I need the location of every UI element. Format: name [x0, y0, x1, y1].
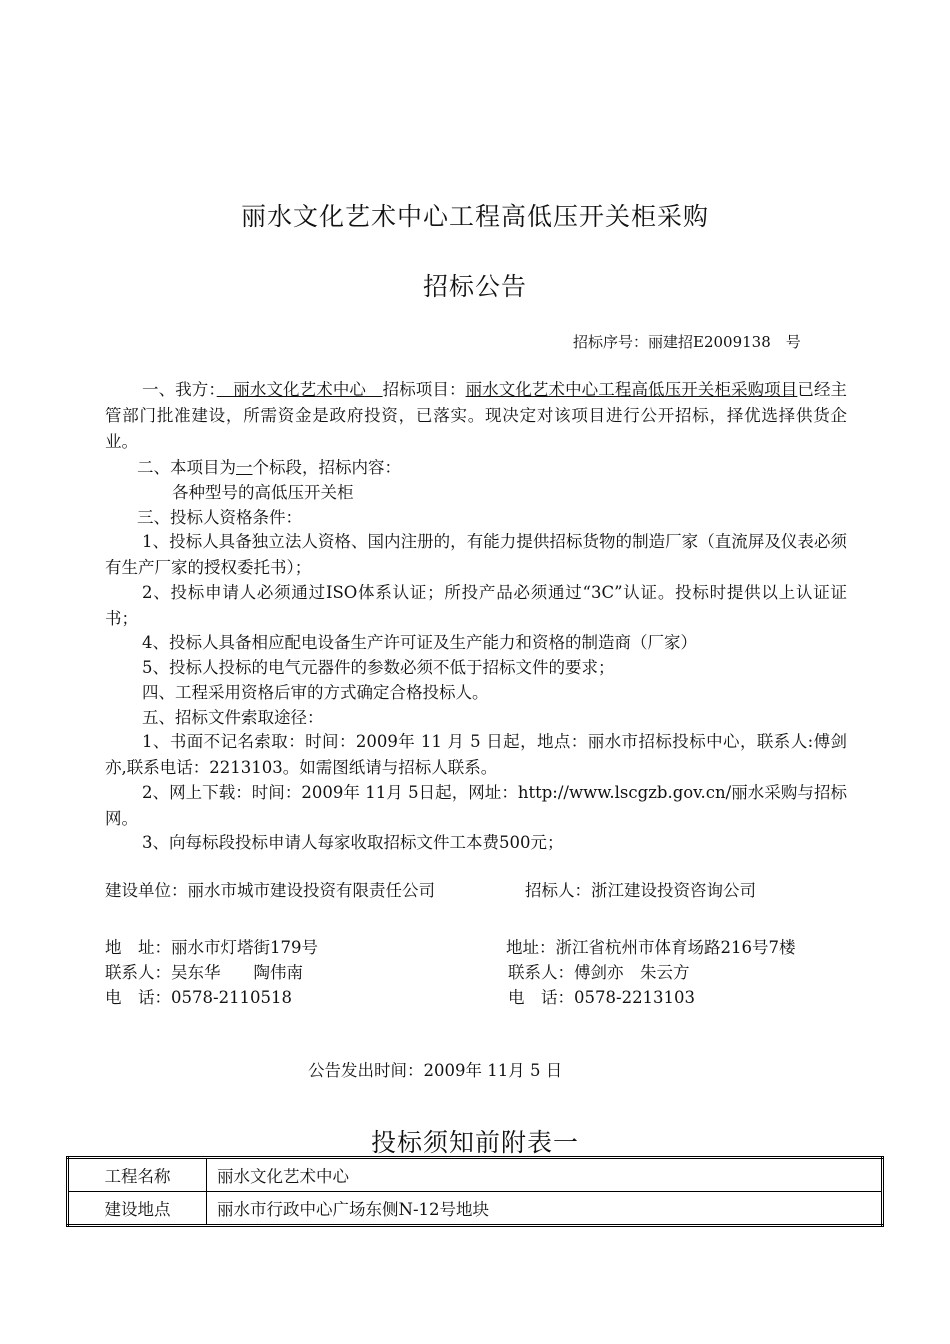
section-2-prefix: 二、本项目为 — [137, 458, 236, 477]
row-label: 建设地点 — [68, 1192, 207, 1226]
section-5-title: 五、招标文件索取途径： — [142, 708, 324, 727]
document-method-3: 3、向每标段投标申请人每家收取招标文件工本费500元； — [142, 833, 564, 852]
owner-name: 丽水文化艺术中心 — [216, 380, 383, 399]
section-4: 四、工程采用资格后审的方式确定合格投标人。 — [142, 683, 489, 702]
serial-number: 招标序号：丽建招E2009138 号 — [573, 333, 801, 351]
notice-subtitle: 招标公告 — [422, 272, 527, 301]
qualification-1: 1、投标人具备独立法人资格、国内注册的，有能力提供招标货物的制造厂家（直流屏及仪表必须有生产厂家的授权委托书）； — [105, 532, 847, 577]
tenderer-phone: 电 话：0578-2213103 — [508, 988, 696, 1007]
document-method-2: 2、网上下载：时间：2009年 11月 5日起，网址：http://www.lscgzb.gov.cn/丽水采购与招标网。 — [105, 783, 847, 828]
row-value: 丽水文化艺术中心 — [207, 1158, 883, 1192]
row-label: 工程名称 — [68, 1158, 207, 1192]
appendix-table — [66, 1156, 884, 1227]
lot-count: 一 — [236, 458, 253, 477]
tenderer-address: 地址：浙江省杭州市体育场路216号7楼 — [506, 938, 796, 957]
section-1-mid: 招标项目： — [382, 380, 466, 399]
qualification-4: 4、投标人具备相应配电设备生产许可证及生产能力和资格的制造商（厂家） — [142, 633, 697, 652]
qualification-5: 5、投标人投标的电气元器件的参数必须不低于招标文件的要求； — [142, 658, 615, 677]
appendix-title: 投标须知前附表一 — [370, 1128, 579, 1157]
publish-time: 公告发出时间：2009年 11月 5 日 — [308, 1061, 563, 1080]
section-2-suffix: 个标段，招标内容： — [252, 458, 401, 477]
section-2 — [137, 455, 401, 481]
tenderer: 招标人：浙江建设投资咨询公司 — [525, 881, 756, 900]
section-3-title: 三、投标人资格条件： — [137, 508, 302, 527]
tender-content: 各种型号的高低压开关柜 — [172, 483, 354, 502]
table-row — [68, 1192, 883, 1226]
document-method-1: 1、书面不记名索取：时间：2009年 11 月 5 日起，地点：丽水市招标投标中心，联系人:傅剑亦,联系电话：2213103。如需图纸请与招标人联系。 — [105, 732, 847, 777]
project-name: 丽水文化艺术中心工程高低压开关柜采购项目 — [465, 380, 798, 399]
section-1-rest: 已经主管部门批准建设，所需资金是政府投资，已落实。现决定对该项目进行公开招标，择优选择供货企业。 — [105, 380, 848, 451]
qualification-2: 2、投标申请人必须通过ISO体系认证；所投产品必须通过“3C”认证。投标时提供以上认证证书； — [105, 583, 847, 628]
builder-unit: 建设单位：丽水市城市建设投资有限责任公司 — [105, 881, 435, 900]
notice-title: 丽水文化艺术中心工程高低压开关柜采购 — [240, 202, 709, 231]
table-row — [68, 1158, 883, 1192]
tenderer-contact: 联系人：傅剑亦 朱云方 — [508, 963, 690, 982]
builder-phone: 电 话：0578-2110518 — [105, 988, 293, 1007]
section-1 — [105, 377, 847, 455]
builder-contact: 联系人：吴东华 陶伟南 — [105, 963, 303, 982]
section-1-prefix: 一、我方： — [142, 380, 217, 399]
row-value: 丽水市行政中心广场东侧N-12号地块 — [207, 1192, 883, 1226]
builder-address: 地 址：丽水市灯塔街179号 — [105, 938, 318, 957]
